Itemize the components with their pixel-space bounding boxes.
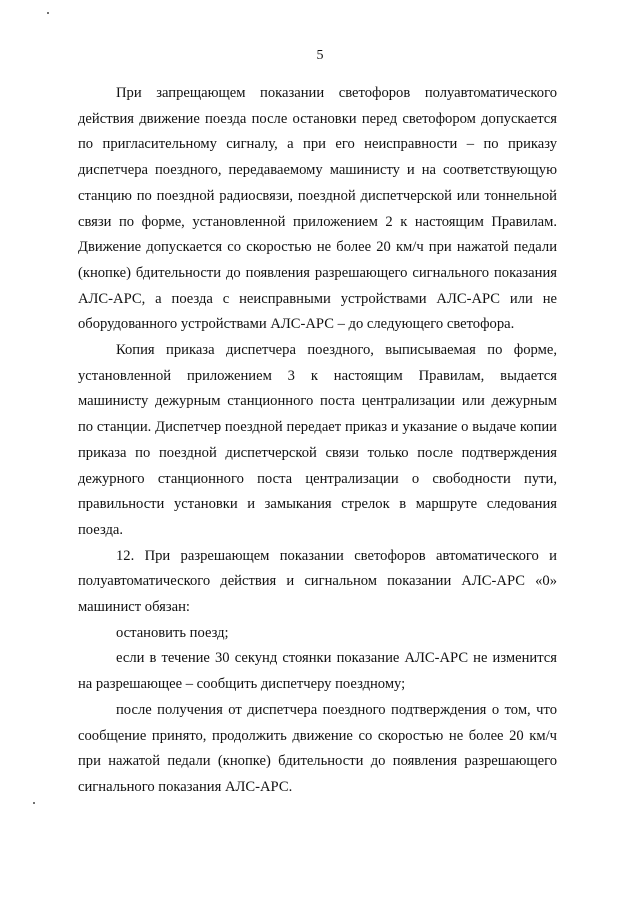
paragraph-2: Копия приказа диспетчера поездного, выписываемая по форме, установленной приложением 3 к настоящим Правилам, выдается машинисту дежурным станционного поста централизации или дежурным по станции. Диспетчер поездной передает приказ и указание о выдаче копии приказа по поездной диспетчерской связи только после подтверждения дежурного станционного поста централизации о свободности пути, правильности установки и замыкания стрелок в маршруте следования поезда. [78,342,557,538]
paragraph-1: При запрещающем показании светофоров полуавтоматического действия движение поезда после остановки перед светофором допускается по пригласительному сигналу, а при его неисправности – по приказу диспетчера поездного, передаваемому машинисту и на соответствующую станцию по поездной радиосвязи, поездной диспетчерской или тоннельной связи по форме, установленной приложением 2 к настоящим Правилам. Движение допускается со скоростью не более 20 км/ч при нажатой педали (кнопке) бдительности до появления разрешающего сигнального показания АЛС-АРС, а поезда с неисправными устройствами АЛС-АРС или не оборудованного устройствами АЛС-АРС – до следующего светофора. [78,85,557,333]
page-number: 5 [316,48,324,63]
paragraph-4: остановить поезд; [116,624,229,641]
body-text [78,81,557,801]
paragraph-3: 12. При разрешающем показании светофоров автоматического и полуавтоматического действия и сигнальном показании АЛС-АРС «0» машинист обязан: [78,547,557,616]
paragraph-5: если в течение 30 секунд стоянки показание АЛС-АРС не изменится на разрешающее – сообщить диспетчеру поездному; [78,650,557,693]
scan-speck [47,12,49,14]
scan-speck [33,802,35,804]
paragraph-6: после получения от диспетчера поездного подтверждения о том, что сообщение принято, продолжить движение со скоростью не более 20 км/ч при нажатой педали (кнопке) бдительности до появления разрешающего сигнального показания АЛС-АРС. [78,701,557,795]
